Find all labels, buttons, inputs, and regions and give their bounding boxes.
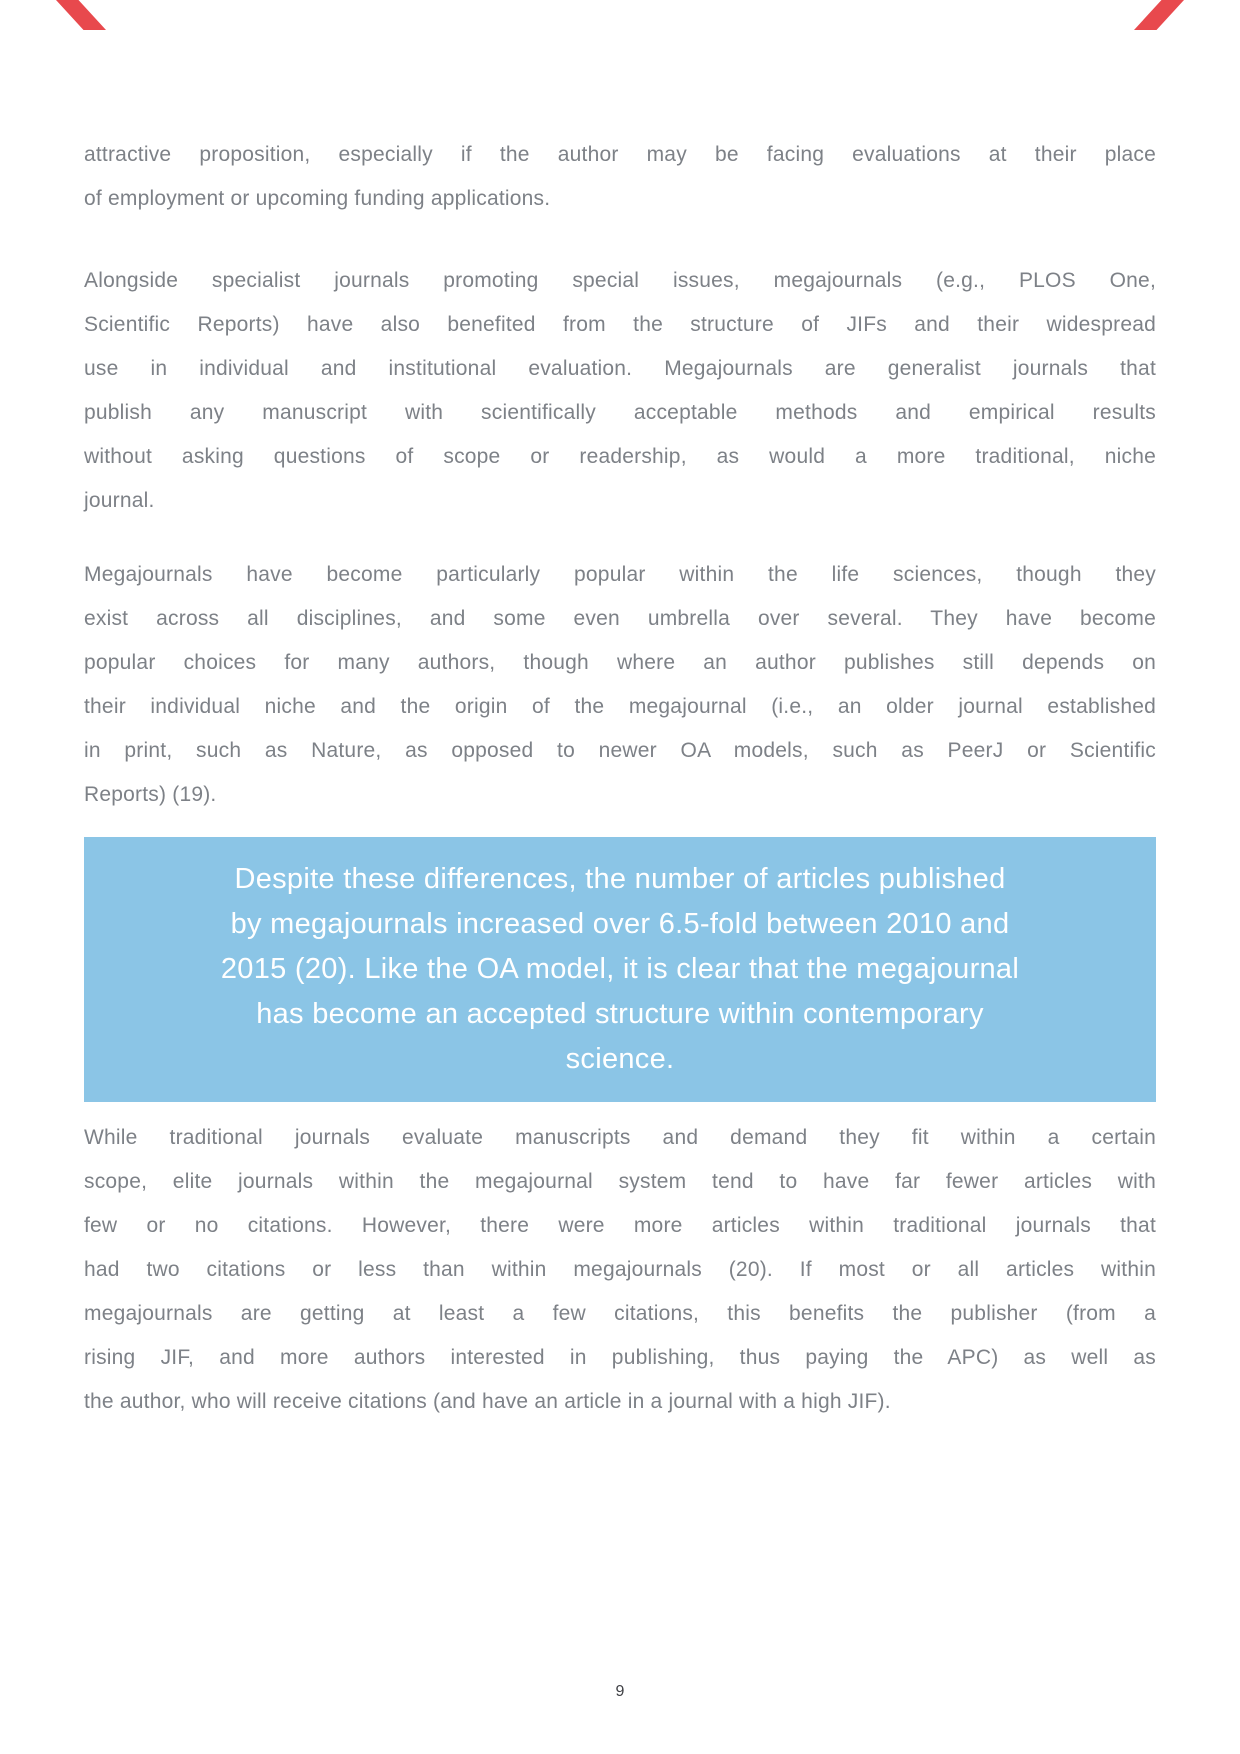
text-line: their individual niche and the origin of the megajournal (i.e., an older journal established — [84, 695, 1156, 718]
text-line: publish any manuscript with scientifically acceptable methods and empirical results — [84, 401, 1156, 424]
body-paragraph — [84, 1116, 1156, 1424]
body-paragraph — [84, 553, 1156, 817]
pullquote-box — [84, 837, 1156, 1102]
text-line: Alongside specialist journals promoting special issues, megajournals (e.g., PLOS One, — [84, 269, 1156, 292]
body-paragraph — [84, 259, 1156, 523]
text-line: Scientific Reports) have also benefited from the structure of JIFs and their widespread — [84, 313, 1156, 336]
text-line: rising JIF, and more authors interested in publishing, thus paying the APC) as well as — [84, 1346, 1156, 1369]
text-line: had two citations or less than within megajournals (20). If most or all articles within — [84, 1258, 1156, 1281]
text-line: science. — [565, 1043, 675, 1075]
text-line: Despite these differences, the number of articles published — [234, 863, 1006, 895]
page-content — [84, 0, 1156, 1424]
text-line: attractive proposition, especially if the author may be facing evaluations at their place — [84, 143, 1156, 166]
text-line: popular choices for many authors, though where an author publishes still depends on — [84, 651, 1156, 674]
text-line: exist across all disciplines, and some even umbrella over several. They have become — [84, 607, 1156, 630]
text-line: megajournals are getting at least a few citations, this benefits the publisher (from a — [84, 1302, 1156, 1325]
text-line: Megajournals have become particularly popular within the life sciences, though they — [84, 563, 1156, 586]
text-line: Reports) (19). — [84, 783, 217, 806]
text-line: journal. — [84, 489, 155, 512]
text-line: While traditional journals evaluate manuscripts and demand they fit within a certain — [84, 1126, 1156, 1149]
text-line: scope, elite journals within the megajournal system tend to have far fewer articles with — [84, 1170, 1156, 1193]
text-line: few or no citations. However, there were more articles within traditional journals that — [84, 1214, 1156, 1237]
body-paragraph — [84, 133, 1156, 221]
text-line: 2015 (20). Like the OA model, it is clear that the megajournal — [220, 953, 1020, 985]
text-line: without asking questions of scope or readership, as would a more traditional, niche — [84, 445, 1156, 468]
text-line: use in individual and institutional evaluation. Megajournals are generalist journals that — [84, 357, 1156, 380]
text-line: by megajournals increased over 6.5-fold between 2010 and — [230, 908, 1010, 940]
text-line: the author, who will receive citations (and have an article in a journal with a high JIF). — [84, 1390, 891, 1413]
text-line: in print, such as Nature, as opposed to newer OA models, such as PeerJ or Scientific — [84, 739, 1156, 762]
page-number: 9 — [615, 1683, 625, 1700]
text-line: of employment or upcoming funding applications. — [84, 187, 551, 210]
text-line: has become an accepted structure within contemporary — [256, 998, 984, 1030]
